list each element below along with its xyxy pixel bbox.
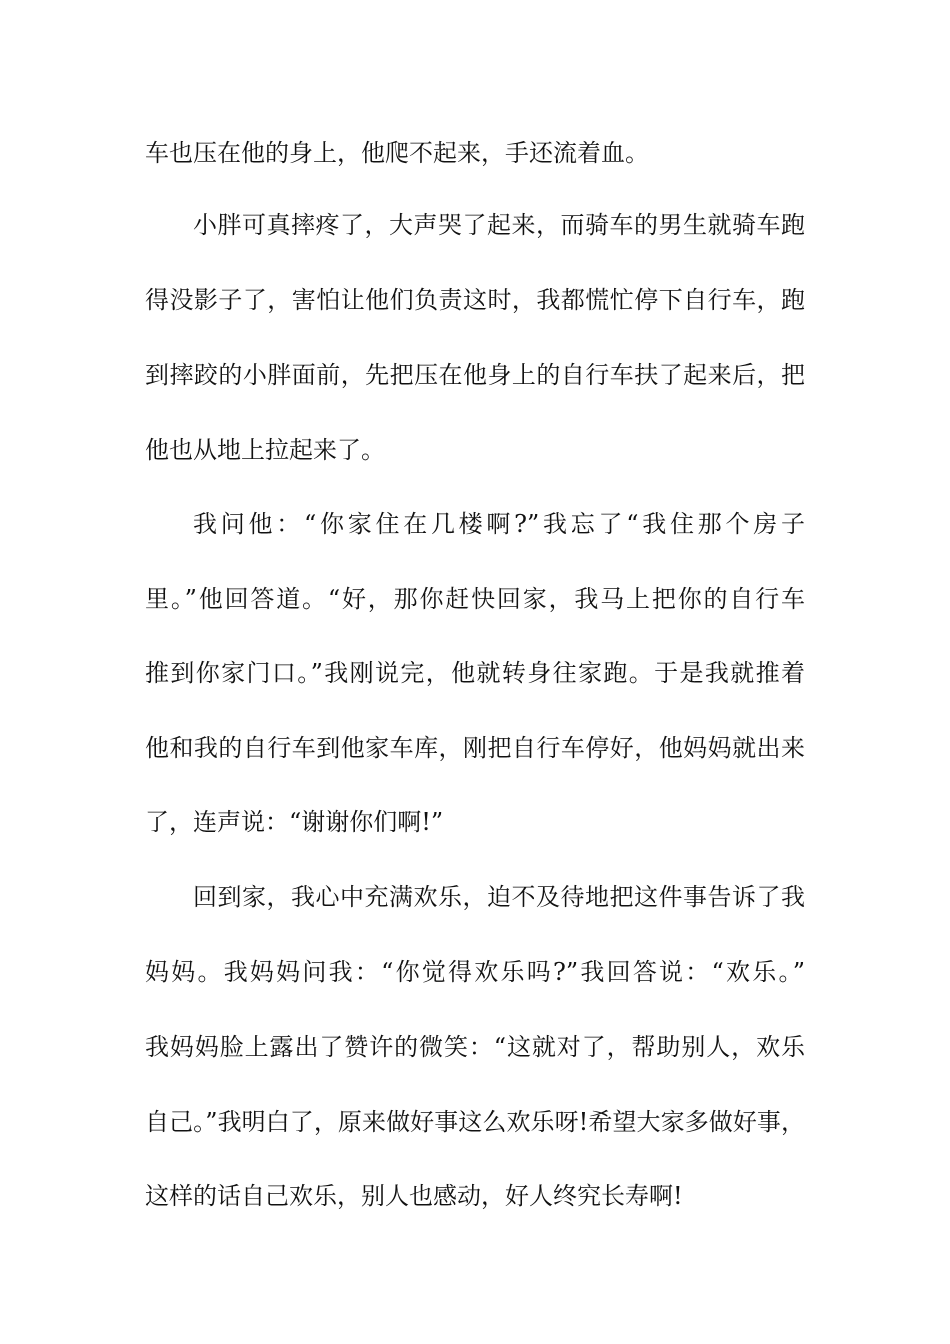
- paragraph-4-line-3: 我妈妈脸上露出了赞许的微笑：“这就对了，帮助别人，欢乐: [145, 1033, 805, 1061]
- paragraph-4-line-5: 这样的话自己欢乐，别人也感动，好人终究长寿啊!: [145, 1182, 683, 1210]
- paragraph-2-line-1: 小胖可真摔疼了，大声哭了起来，而骑车的男生就骑车跑: [193, 211, 805, 239]
- paragraph-2-line-2: 得没影子了，害怕让他们负责这时，我都慌忙停下自行车，跑: [145, 286, 805, 314]
- paragraph-3-line-3: 推到你家门口。”我刚说完，他就转身往家跑。于是我就推着: [145, 659, 805, 687]
- paragraph-3-line-1: 我问他：“你家住在几楼啊?”我忘了“我住那个房子: [193, 510, 805, 538]
- paragraph-3-line-5: 了，连声说：“谢谢你们啊!”: [145, 808, 444, 836]
- paragraph-4-line-4: 自己。”我明白了，原来做好事这么欢乐呀!希望大家多做好事，: [145, 1108, 805, 1136]
- paragraph-4-line-1: 回到家，我心中充满欢乐，迫不及待地把这件事告诉了我: [193, 883, 805, 911]
- paragraph-3-line-2: 里。”他回答道。“好，那你赶快回家，我马上把你的自行车: [145, 585, 805, 613]
- paragraph-2-line-3: 到摔跤的小胖面前，先把压在他身上的自行车扶了起来后，把: [145, 361, 805, 389]
- paragraph-3-line-4: 他和我的自行车到他家车库，刚把自行车停好，他妈妈就出来: [145, 734, 805, 762]
- paragraph-4-line-2: 妈妈。我妈妈问我：“你觉得欢乐吗?”我回答说：“欢乐。”: [145, 958, 805, 986]
- text-line-1: 车也压在他的身上，他爬不起来，手还流着血。: [145, 139, 649, 167]
- paragraph-2-line-4: 他也从地上拉起来了。: [145, 436, 385, 464]
